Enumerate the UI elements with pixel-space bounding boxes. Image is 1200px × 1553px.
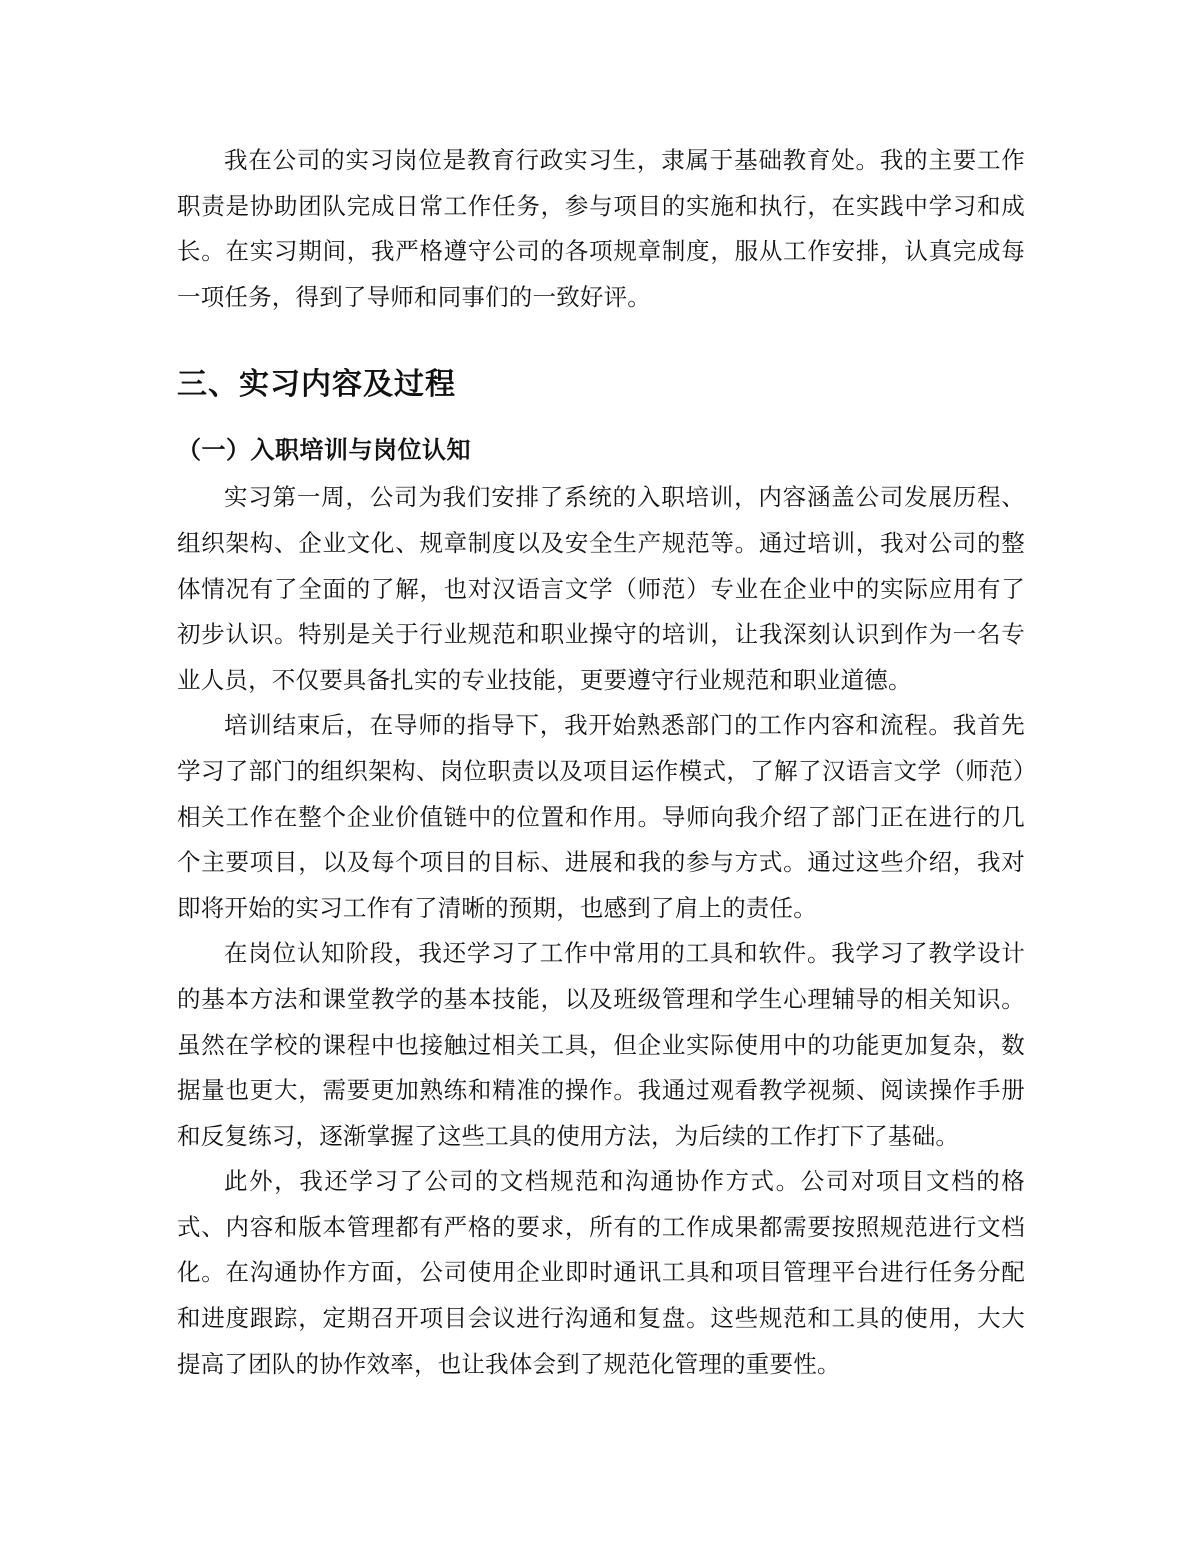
body-paragraph-1: 实习第一周，公司为我们安排了系统的入职培训，内容涵盖公司发展历程、组织架构、企业文化、规章制度以及安全生产规范等。通过培训，我对公司的整体情况有了全面的了解，也对汉语言文学（师范）专业在企业中的实际应用有了初步认识。特别是关于行业规范和职业操守的培训，让我深刻认识到作为一名专业人员，不仅要具备扎实的专业技能，更要遵守行业规范和职业道德。 (177, 483, 1025, 694)
body-paragraph-3: 在岗位认知阶段，我还学习了工作中常用的工具和软件。我学习了教学设计的基本方法和课堂教学的基本技能，以及班级管理和学生心理辅导的相关知识。虽然在学校的课程中也接触过相关工具，但企业实际使用中的功能更加复杂，数据量也更大，需要更加熟练和精准的操作。我通过观看教学视频、阅读操作手册和反复练习，逐渐掌握了这些工具的使用方法，为后续的工作打下了基础。 (177, 939, 1025, 1150)
section-heading: 三、实习内容及过程 (177, 367, 456, 403)
body-paragraph-4: 此外，我还学习了公司的文档规范和沟通协作方式。公司对项目文档的格式、内容和版本管理都有严格的要求，所有的工作成果都需要按照规范进行文档化。在沟通协作方面，公司使用企业即时通讯工具和项目管理平台进行任务分配和进度跟踪，定期召开项目会议进行沟通和复盘。这些规范和工具的使用，大大提高了团队的协作效率，也让我体会到了规范化管理的重要性。 (177, 1167, 1025, 1378)
document-body (177, 138, 1025, 1387)
body-paragraph-2: 培训结束后，在导师的指导下，我开始熟悉部门的工作内容和流程。我首先学习了部门的组织架构、岗位职责以及项目运作模式，了解了汉语言文学（师范）相关工作在整个企业价值链中的位置和作用。导师向我介绍了部门正在进行的几个主要项目，以及每个项目的目标、进展和我的参与方式。通过这些介绍，我对即将开始的实习工作有了清晰的预期，也感到了肩上的责任。 (177, 711, 1025, 922)
intro-paragraph: 我在公司的实习岗位是教育行政实习生，隶属于基础教育处。我的主要工作职责是协助团队完成日常工作任务，参与项目的实施和执行，在实践中学习和成长。在实习期间，我严格遵守公司的各项规章制度，服从工作安排，认真完成每一项任务，得到了导师和同事们的一致好评。 (177, 146, 1025, 311)
subsection-heading: （一）入职培训与岗位认知 (177, 436, 471, 465)
